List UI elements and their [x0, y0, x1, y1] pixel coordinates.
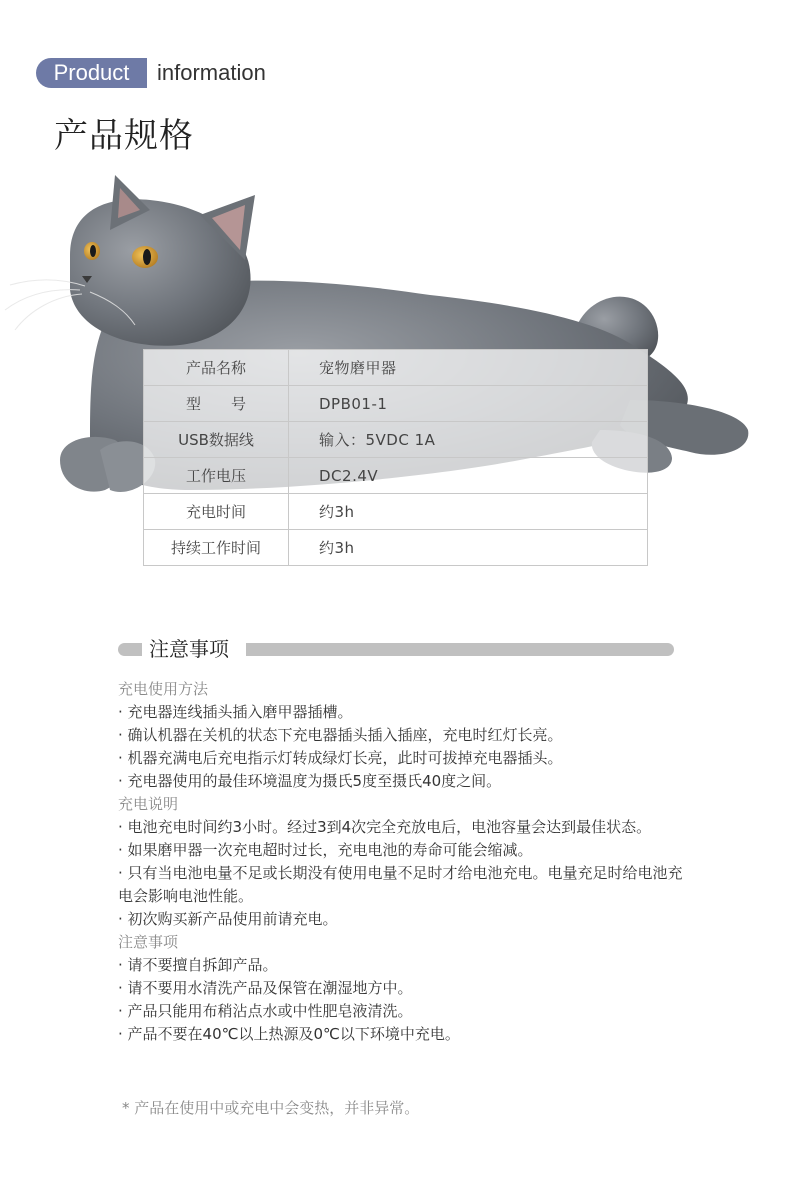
table-row [144, 458, 648, 494]
list-item: · 产品不要在40℃以上热源及0℃以下环境中充电。 [118, 1025, 460, 1043]
spec-key: 型 号 [144, 386, 289, 422]
spec-key: 持续工作时间 [144, 530, 289, 566]
page-title: 产品规格 [54, 116, 194, 156]
list-item: · 确认机器在关机的状态下充电器插头插入插座，充电时红灯长亮。 [118, 726, 563, 744]
list-item: · 机器充满电后充电指示灯转成绿灯长亮，此时可拔掉充电器插头。 [118, 749, 563, 767]
divider [246, 643, 674, 656]
list-item: · 充电器连线插头插入磨甲器插槽。 [118, 703, 353, 721]
divider [118, 643, 142, 656]
section-heading: 充电使用方法 [118, 680, 209, 698]
product-badge: Product [36, 58, 147, 88]
list-item: · 初次购买新产品使用前请充电。 [118, 910, 338, 928]
notice-header [118, 636, 674, 662]
notes-section [118, 678, 688, 1046]
notice-title: 注意事项 [149, 637, 229, 661]
list-item: · 电池充电时间约3小时。经过3到4次完全充放电后，电池容量会达到最佳状态。 [118, 818, 652, 836]
spec-key: 工作电压 [144, 458, 289, 494]
table-row [144, 494, 648, 530]
information-label: information [157, 60, 266, 85]
spec-key: 产品名称 [144, 350, 289, 386]
footnote: * 产品在使用中或充电中会变热，并非异常。 [122, 1099, 420, 1117]
spec-key: USB数据线 [144, 422, 289, 458]
list-item: · 充电器使用的最佳环境温度为摄氏5度至摄氏40度之间。 [118, 772, 502, 790]
list-item: · 如果磨甲器一次充电超时过长，充电电池的寿命可能会缩减。 [118, 841, 533, 859]
table-row [144, 530, 648, 566]
section-heading: 充电说明 [118, 795, 179, 813]
table-row [144, 350, 648, 386]
section-heading: 注意事项 [118, 933, 179, 951]
spec-value: 约3h [289, 494, 648, 530]
list-item: · 只有当电池电量不足或长期没有使用电量不足时才给电池充电。电量充足时给电池充电会影响电池性能。 [118, 864, 683, 905]
spec-value: 约3h [289, 530, 648, 566]
spec-table [143, 349, 648, 566]
spec-value: DC2.4V [289, 458, 648, 494]
spec-key: 充电时间 [144, 494, 289, 530]
table-row [144, 422, 648, 458]
spec-value: 输入：5VDC 1A [289, 422, 648, 458]
list-item: · 请不要擅自拆卸产品。 [118, 956, 278, 974]
spec-value: 宠物磨甲器 [289, 350, 648, 386]
table-row [144, 386, 648, 422]
list-item: · 产品只能用布稍沾点水或中性肥皂液清洗。 [118, 1002, 413, 1020]
spec-value: DPB01-1 [289, 386, 648, 422]
list-item: · 请不要用水清洗产品及保管在潮湿地方中。 [118, 979, 413, 997]
